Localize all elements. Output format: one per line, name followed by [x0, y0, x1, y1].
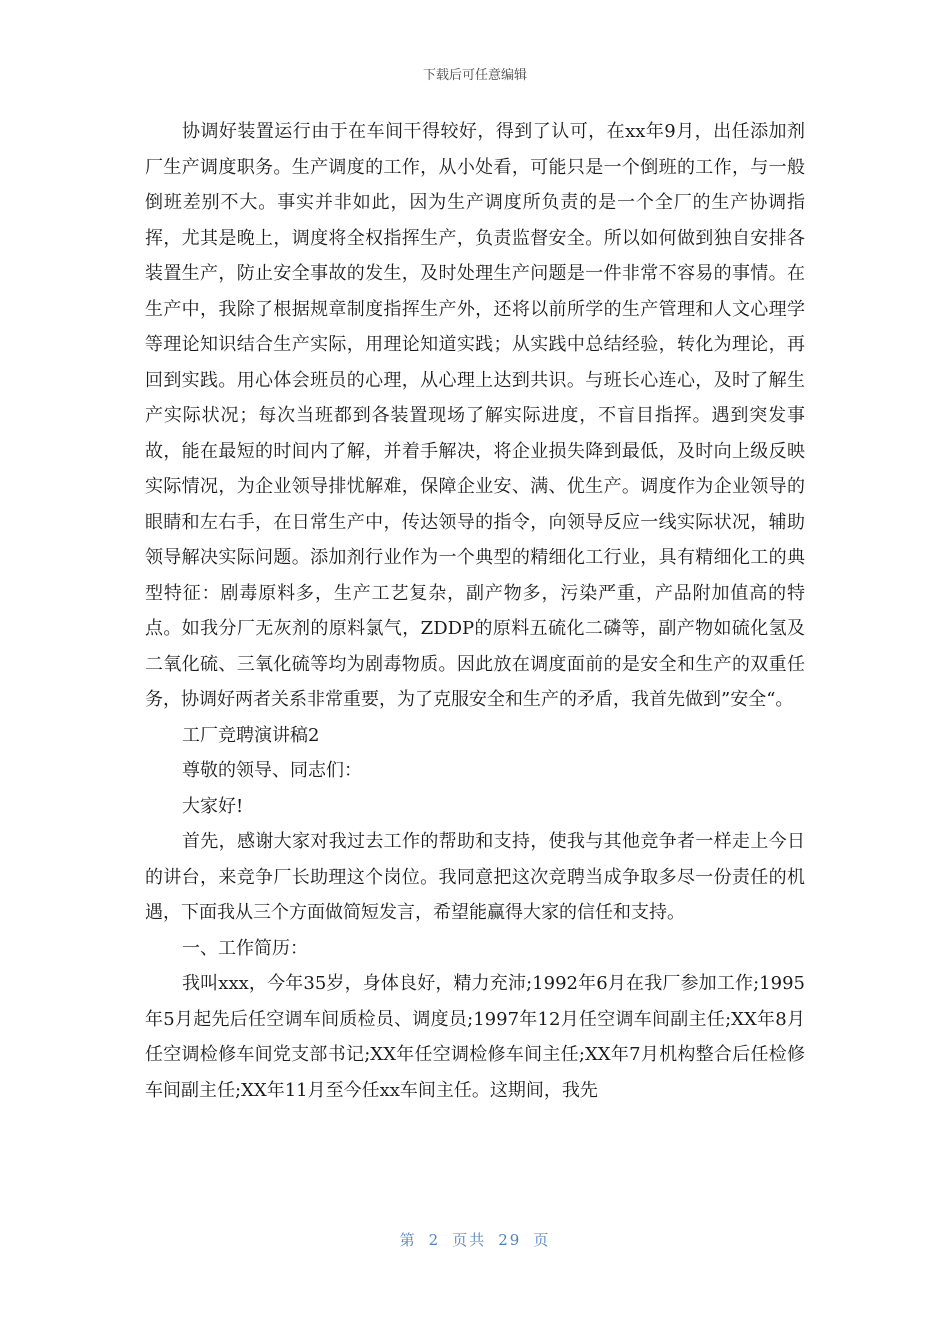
- page-footer: [0, 1229, 950, 1250]
- footer-suffix: 页: [533, 1231, 551, 1249]
- footer-total-pages: 29: [498, 1231, 522, 1249]
- paragraph-introduction: 首先，感谢大家对我过去工作的帮助和支持，使我与其他竞争者一样走上今日的讲台，来竞争厂长助理这个岗位。我同意把这次竞聘当成争取多尽一份责任的机遇，下面我从三个方面做简短发言，希望能赢得大家的信任和支持。: [145, 831, 805, 923]
- section-title: 工厂竞聘演讲稿2: [182, 724, 320, 746]
- subsection-heading: 一、工作简历：: [182, 937, 308, 959]
- greeting: 大家好!: [182, 795, 244, 817]
- footer-prefix: 第: [399, 1231, 417, 1249]
- page-header: 下载后可任意编辑: [422, 68, 527, 83]
- footer-page-number: 2: [428, 1231, 441, 1249]
- paragraph-work-history: 我叫xxx，今年35岁，身体良好，精力充沛;1992年6月在我厂参加工作;1995年5月起先后任空调车间质检员、调度员;1997年12月任空调车间副主任;XX年8月任空调检修车间党支部书记;XX年任空调检修车间主任;XX年7月机构整合后任检修车间副主任;XX年11月至今任xx车间主任。这期间，我先: [145, 973, 805, 1101]
- document-body: [145, 114, 805, 1108]
- footer-middle: 页共: [452, 1231, 487, 1249]
- paragraph-dispatch-work: 协调好装置运行由于在车间干得较好，得到了认可，在xx年9月，出任添加剂厂生产调度职务。生产调度的工作，从小处看，可能只是一个倒班的工作，与一般倒班差别不大。事实并非如此，因为生产调度所负责的是一个全厂的生产协调指挥，尤其是晚上，调度将全权指挥生产，负责监督安全。所以如何做到独自安排各装置生产，防止安全事故的发生，及时处理生产问题是一件非常不容易的事情。在生产中，我除了根据规章制度指挥生产外，还将以前所学的生产管理和人文心理学等理论知识结合生产实际，用理论知道实践；从实践中总结经验，转化为理论，再回到实践。用心体会班员的心理，从心理上达到共识。与班长心连心，及时了解生产实际状况；每次当班都到各装置现场了解实际进度，不盲目指挥。遇到突发事故，能在最短的时间内了解，并着手解决，将企业损失降到最低，及时向上级反映实际情况，为企业领导排忧解难，保障企业安、满、优生产。调度作为企业领导的眼睛和左右手，在日常生产中，传达领导的指令，向领导反应一线实际状况，辅助领导解决实际问题。添加剂行业作为一个典型的精细化工行业，具有精细化工的典型特征：剧毒原料多，生产工艺复杂，副产物多，污染严重，产品附加值高的特点。如我分厂无灰剂的原料氯气，ZDDP的原料五硫化二磷等，副产物如硫化氢及二氧化硫、三氧化硫等均为剧毒物质。因此放在调度面前的是安全和生产的双重任务，协调好两者关系非常重要，为了克服安全和生产的矛盾，我首先做到”安全“。: [145, 121, 805, 710]
- salutation: 尊敬的领导、同志们：: [182, 760, 362, 781]
